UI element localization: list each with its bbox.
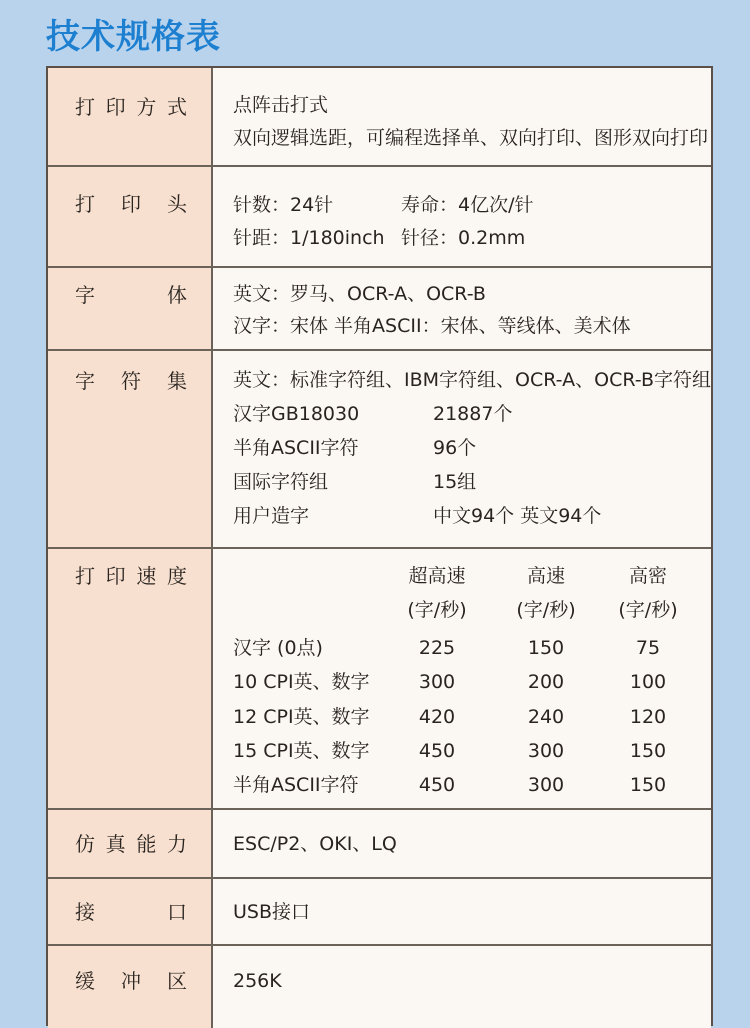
speed-value: 240: [527, 706, 565, 728]
speed-value: 300: [527, 740, 565, 762]
value-line: ESC/P2、OKI、LQ: [233, 833, 397, 855]
spec-row-print-method: [48, 68, 711, 167]
value-line: 256K: [233, 970, 282, 992]
speed-value: 450: [418, 774, 456, 796]
pin-pitch: 针距：1/180inch: [233, 227, 385, 249]
value-line: 点阵击打式: [233, 94, 329, 116]
value-cell: [213, 810, 711, 877]
speed-value: 300: [418, 671, 456, 693]
row-label: 打印头: [75, 192, 187, 216]
speed-value: 150: [629, 774, 667, 796]
value-line: USB接口: [233, 901, 311, 923]
spec-row-interface: [48, 879, 711, 946]
pin-life: 寿命：4亿次/针: [401, 194, 534, 216]
speed-value: 420: [418, 706, 456, 728]
value-line: 英文：罗马、OCR-A、OCR-B: [233, 283, 486, 305]
value-line: 双向逻辑选距，可编程选择单、双向打印、图形双向打印: [233, 127, 709, 149]
label-cell: [48, 879, 213, 944]
pin-diameter: 针径：0.2mm: [401, 227, 526, 249]
speed-value: 120: [629, 706, 667, 728]
spec-row-buffer: [48, 946, 711, 1028]
label-cell: [48, 167, 213, 266]
page-title: 技术规格表: [46, 17, 221, 57]
charset-item-value: 96个: [433, 437, 477, 459]
value-cell: [213, 549, 711, 808]
speed-value: 225: [418, 637, 456, 659]
speed-row-name: 半角ASCII字符: [233, 774, 359, 796]
speed-col-unit: (字/秒): [618, 599, 678, 621]
speed-col-header: 高速: [526, 565, 565, 587]
label-cell: [48, 810, 213, 877]
speed-col-header: 高密: [628, 565, 667, 587]
speed-col-header: 超高速: [408, 565, 466, 587]
charset-item-name: 半角ASCII字符: [233, 437, 359, 459]
spec-row-print-speed: [48, 549, 711, 810]
speed-row-name: 12 CPI英、数字: [233, 706, 370, 728]
label-cell: [48, 268, 213, 349]
spec-row-charset: [48, 351, 711, 549]
speed-value: 300: [527, 774, 565, 796]
label-cell: [48, 946, 213, 1028]
speed-value: 450: [418, 740, 456, 762]
spec-table: [46, 66, 713, 1026]
row-label: 字符集: [75, 369, 187, 393]
charset-item-value: 中文94个 英文94个: [433, 505, 602, 527]
row-label: 打印速度: [75, 564, 187, 588]
row-label: 接口: [75, 900, 187, 924]
row-label: 缓冲区: [75, 969, 187, 993]
speed-row-name: 15 CPI英、数字: [233, 740, 370, 762]
speed-value: 150: [527, 637, 565, 659]
value-cell: [213, 68, 711, 165]
speed-value: 150: [629, 740, 667, 762]
value-cell: [213, 879, 711, 944]
charset-item-value: 15组: [433, 471, 477, 493]
speed-value: 75: [635, 637, 661, 659]
spec-row-font: [48, 268, 711, 351]
speed-col-unit: (字/秒): [516, 599, 576, 621]
value-cell: [213, 167, 711, 266]
charset-item-value: 21887个: [433, 403, 513, 425]
speed-row-name: 10 CPI英、数字: [233, 671, 370, 693]
charset-item-name: 用户造字: [233, 505, 310, 527]
value-cell: [213, 268, 711, 349]
value-line: 汉字：宋体 半角ASCII：宋体、等线体、美术体: [233, 315, 631, 337]
charset-english: 英文：标准字符组、IBM字符组、OCR-A、OCR-B字符组: [233, 369, 711, 391]
value-cell: [213, 946, 711, 1028]
label-cell: [48, 351, 213, 547]
speed-col-unit: (字/秒): [407, 599, 467, 621]
label-cell: [48, 68, 213, 165]
charset-item-name: 国际字符组: [233, 471, 329, 493]
spec-row-emulation: [48, 810, 711, 879]
row-label: 打印方式: [75, 95, 187, 119]
row-label: 仿真能力: [75, 832, 187, 856]
label-cell: [48, 549, 213, 808]
speed-value: 200: [527, 671, 565, 693]
pin-count: 针数：24针: [233, 194, 334, 216]
spec-row-print-head: [48, 167, 711, 268]
row-label: 字体: [75, 283, 187, 307]
speed-value: 100: [629, 671, 667, 693]
value-cell: [213, 351, 711, 547]
charset-item-name: 汉字GB18030: [233, 403, 360, 425]
speed-row-name: 汉字 (0点): [233, 637, 323, 659]
